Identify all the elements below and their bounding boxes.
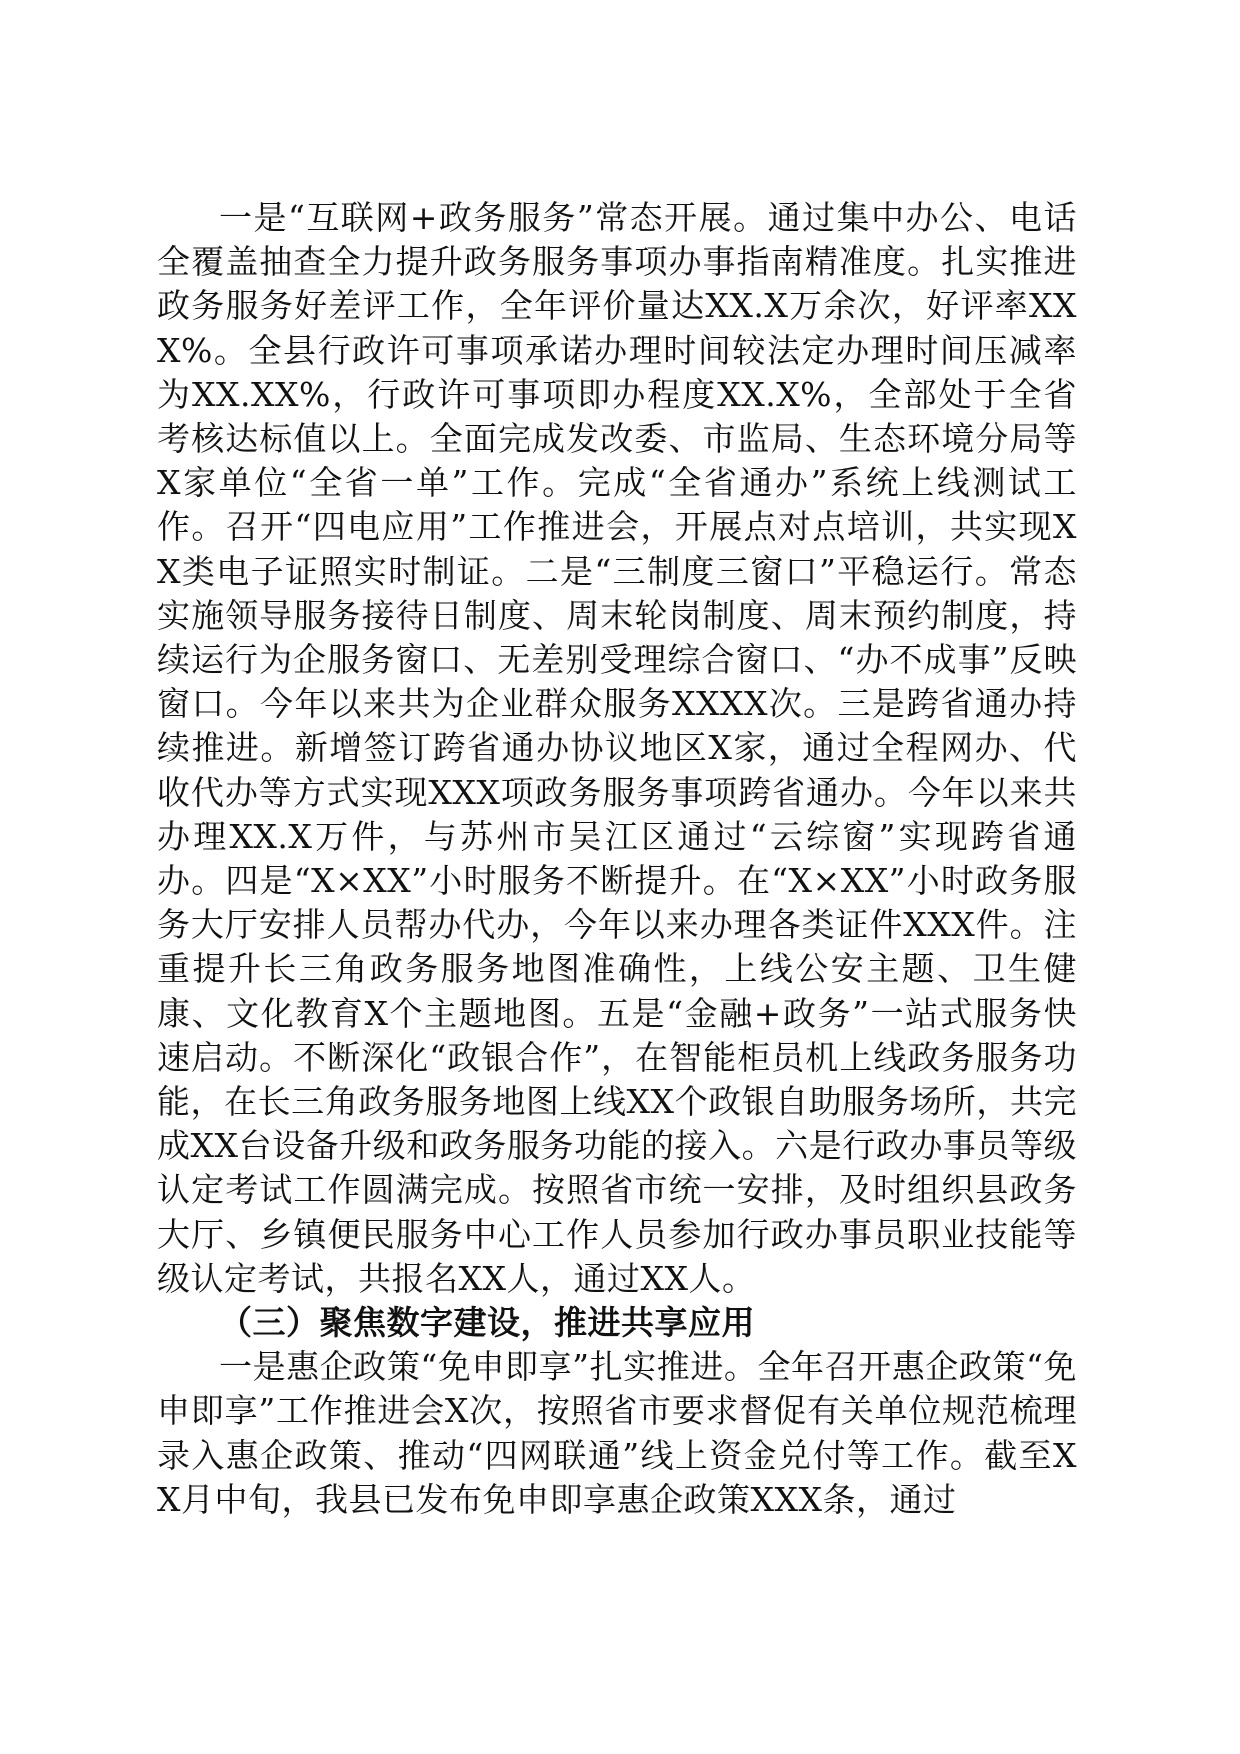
- body-paragraph-2: 一是惠企政策“免申即享”扎实推进。全年召开惠企政策“免申即享”工作推进会X次，按照省市要求督促有关单位规范梳理录入惠企政策、推动“四网联通”线上资金兑付等工作。截至XX月中旬，我县已发布免申即享惠企政策XXX条，通过: [157, 1347, 1077, 1519]
- body-paragraph-1: 一是“互联网+政务服务”常态开展。通过集中办公、电话全覆盖抽查全力提升政务服务事项办事指南精准度。扎实推进政务服务好差评工作，全年评价量达XX.X万余次，好评率XXX%。全县行政许可事项承诺办理时间较法定办理时间压减率为XX.XX%，行政许可事项即办程度XX.X%，全部处于全省考核达标值以上。全面完成发改委、市监局、生态环境分局等X家单位“全省一单”工作。完成“全省通办”系统上线测试工作。召开“四电应用”工作推进会，开展点对点培训，共实现XX类电子证照实时制证。二是“三制度三窗口”平稳运行。常态实施领导服务接待日制度、周末轮岗制度、周末预约制度，持续运行为企服务窗口、无差别受理综合窗口、“办不成事”反映窗口。今年以来共为企业群众服务XXXX次。三是跨省通办持续推进。新增签订跨省通办协议地区X家，通过全程网办、代收代办等方式实现XXX项政务服务事项跨省通办。今年以来共办理XX.X万件，与苏州市吴江区通过“云综窗”实现跨省通办。四是“X×XX”小时服务不断提升。在“X×XX”小时政务服务大厅安排人员帮办代办，今年以来办理各类证件XXX件。注重提升长三角政务服务地图准确性，上线公安主题、卫生健康、文化教育X个主题地图。五是“金融+政务”一站式服务快速启动。不断深化“政银合作”，在智能柜员机上线政务服务功能，在长三角政务服务地图上线XX个政银自助服务场所，共完成XX台设备升级和政务服务功能的接入。六是行政办事员等级认定考试工作圆满完成。按照省市统一安排，及时组织县政务大厅、乡镇便民服务中心工作人员参加行政办事员职业技能等级认定考试，共报名XX人，通过XX人。: [157, 198, 1077, 1298]
- document-body: [157, 196, 1077, 1522]
- section-heading: （三）聚焦数字建设，推进共享应用: [219, 1303, 755, 1343]
